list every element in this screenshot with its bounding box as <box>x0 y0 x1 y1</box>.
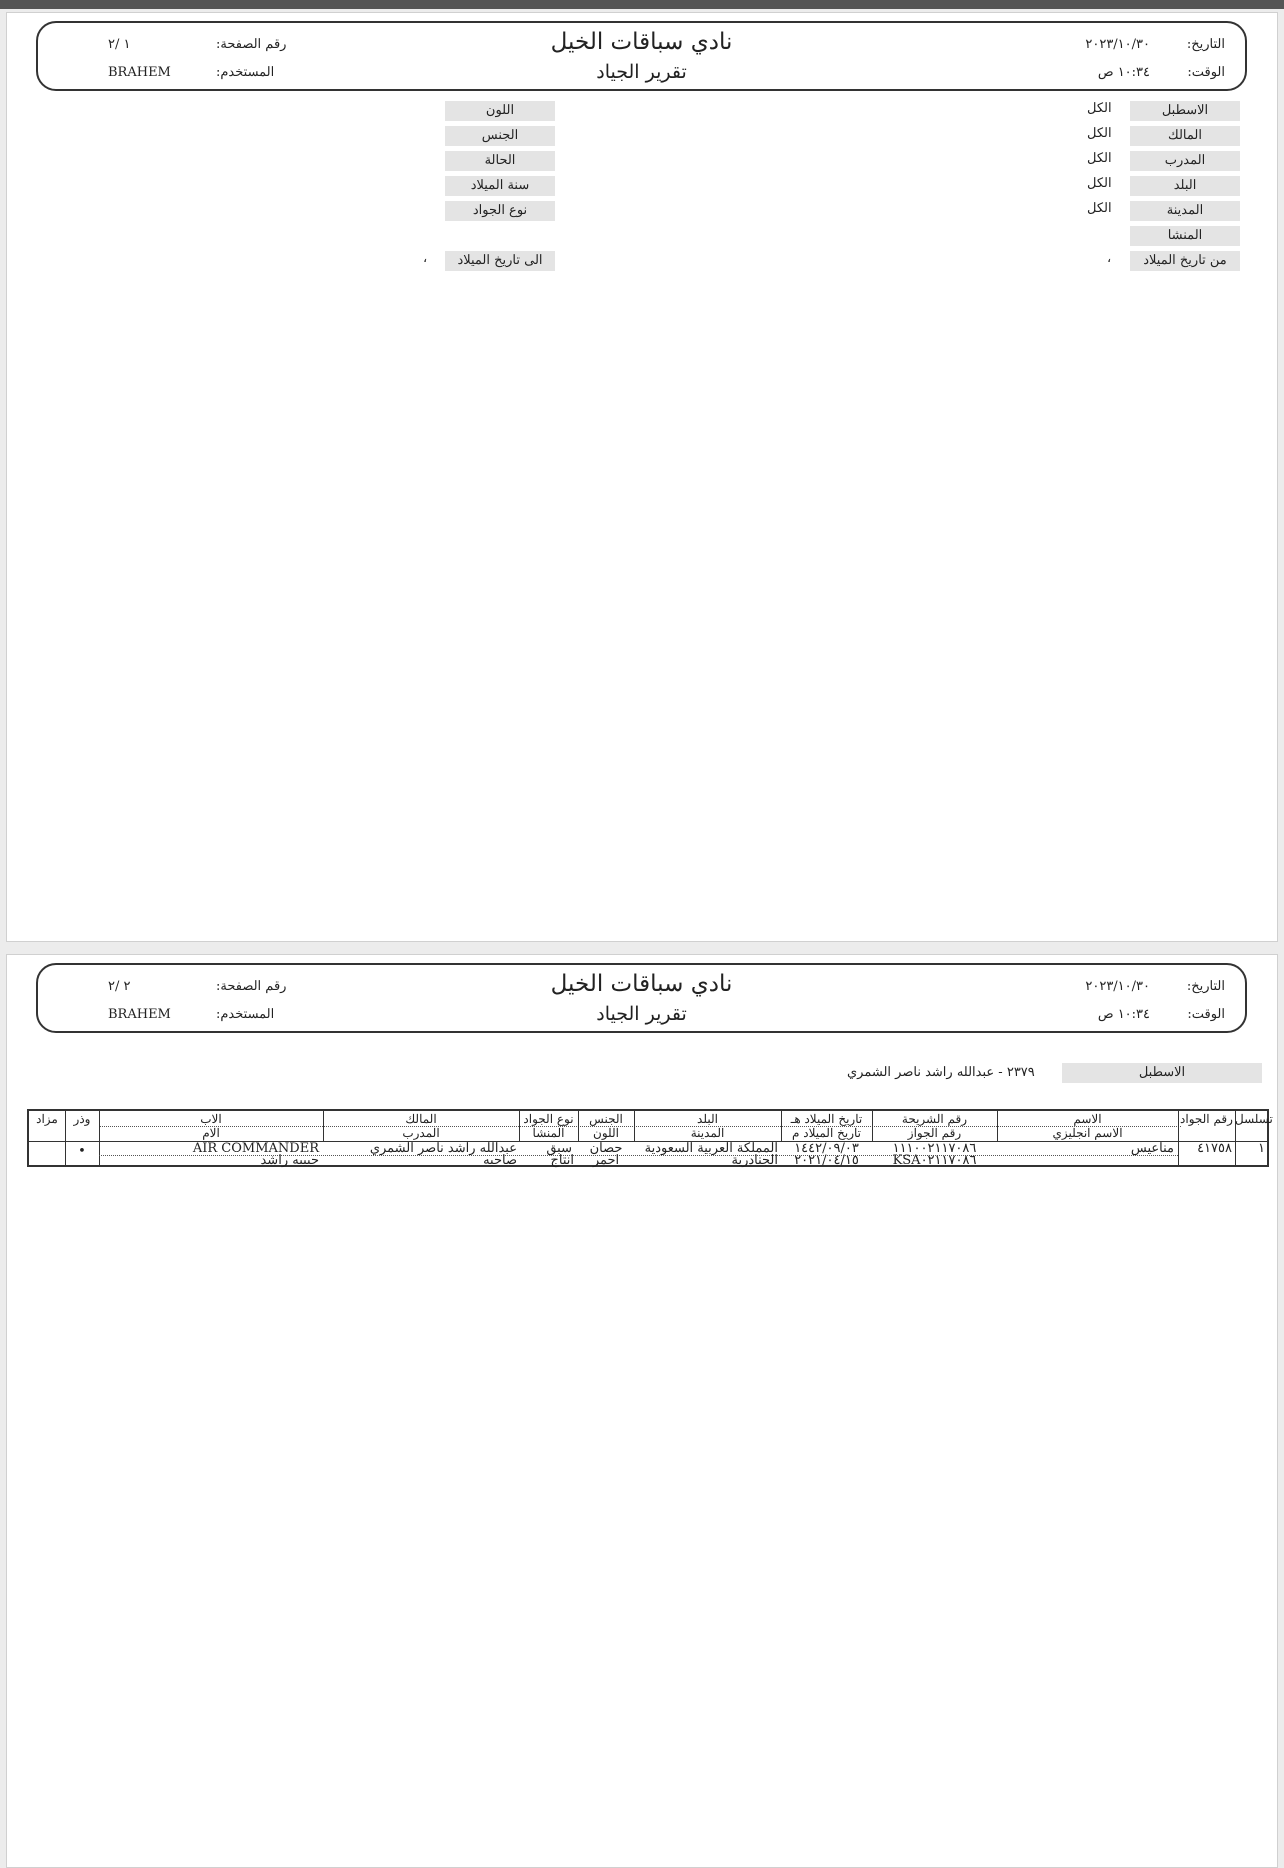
page-header <box>36 21 1247 91</box>
filter-stable-label: الاسطبل <box>1130 101 1240 121</box>
user-label: المستخدم: <box>216 1007 275 1022</box>
table-header-row-2 <box>29 1126 1267 1141</box>
col-dob-g: تاريخ الميلاد م <box>792 1126 861 1140</box>
header-divider <box>99 1126 1181 1127</box>
filter-country-value: الكل <box>1087 176 1112 191</box>
top-bar <box>0 0 1284 9</box>
filter-dob-to-value: ، <box>423 251 428 266</box>
col-name-en: الاسم انجليزي <box>1052 1126 1123 1140</box>
grid-line <box>578 1111 579 1141</box>
stable-label: الاسطبل <box>1062 1063 1262 1083</box>
filter-city-label: المدينة <box>1130 201 1240 221</box>
col-dam: الام <box>202 1126 220 1140</box>
cell-name: مناعيس <box>1130 1141 1174 1156</box>
time-value: ١٠:٣٤ ص <box>1097 1007 1150 1022</box>
filter-dob-to-label: الى تاريخ الميلاد <box>445 251 555 271</box>
cell-sire: AIR COMMANDER <box>192 1141 319 1156</box>
time-value: ١٠:٣٤ ص <box>1097 65 1150 80</box>
user-label: المستخدم: <box>216 65 275 80</box>
col-chip: رقم الشريحة <box>901 1112 968 1126</box>
page-number-label: رقم الصفحة: <box>216 979 287 994</box>
cell-dob-h: ١٤٤٢/٠٩/٠٣ <box>794 1141 859 1156</box>
date-value: ٢٠٢٣/١٠/٣٠ <box>1085 37 1150 52</box>
col-city: المدينة <box>690 1126 725 1140</box>
filter-stable-value: الكل <box>1087 101 1112 116</box>
report-title: تقرير الجياد <box>596 61 687 83</box>
user-value: BRAHEM <box>108 65 171 80</box>
cell-country: المملكة العربية السعودية <box>644 1141 778 1156</box>
page-header <box>36 963 1247 1033</box>
club-name: نادي سباقات الخيل <box>550 29 733 55</box>
filter-owner-label: المالك <box>1130 126 1240 146</box>
grid-line <box>997 1111 998 1141</box>
col-seq: تسلسل <box>1235 1112 1273 1126</box>
filter-trainer-label: المدرب <box>1130 151 1240 171</box>
cell-chip: ١١١٠٠٢١١٧٠٨٦ <box>892 1141 977 1156</box>
cell-passport: KSA٠٢١١٧٠٨٦ <box>892 1153 977 1168</box>
stable-value: ٢٣٧٩ - عبدالله راشد ناصر الشمري <box>847 1065 1035 1080</box>
cell-dam: حبيبه راشد <box>260 1153 319 1168</box>
cell-sex: حصان <box>589 1141 623 1156</box>
grid-line <box>519 1111 520 1141</box>
filter-color-label: اللون <box>445 101 555 121</box>
date-label: التاريخ: <box>1186 37 1225 52</box>
col-origin: المنشا <box>532 1126 565 1140</box>
col-passport: رقم الجواز <box>907 1126 962 1140</box>
filter-dob-from-value: ، <box>1107 251 1112 266</box>
cell-horse-no: ٤١٧٥٨ <box>1197 1141 1232 1156</box>
col-horse-no: رقم الجواد <box>1180 1112 1233 1126</box>
col-trainer: المدرب <box>402 1126 440 1140</box>
date-label: التاريخ: <box>1186 979 1225 994</box>
filter-status-label: الحالة <box>445 151 555 171</box>
filter-owner-value: الكل <box>1087 126 1112 141</box>
grid-line <box>634 1111 635 1141</box>
col-wathar: وذر <box>73 1112 91 1126</box>
report-title: تقرير الجياد <box>596 1003 687 1025</box>
page-number-value: ٢ /٢ <box>108 979 131 994</box>
page-number-label: رقم الصفحة: <box>216 37 287 52</box>
filter-horse-type-label: نوع الجواد <box>445 201 555 221</box>
cell-wathar: • <box>78 1144 86 1159</box>
filter-city-value: الكل <box>1087 201 1112 216</box>
filter-birth-year-label: سنة الميلاد <box>445 176 555 196</box>
col-name: الاسم <box>1073 1112 1102 1126</box>
col-dob-h: تاريخ الميلاد هـ <box>790 1112 863 1126</box>
club-name: نادي سباقات الخيل <box>550 971 733 997</box>
report-page-2 <box>6 954 1278 1868</box>
user-value: BRAHEM <box>108 1007 171 1022</box>
cell-type: سبق <box>546 1141 572 1156</box>
filter-trainer-value: الكل <box>1087 151 1112 166</box>
grid-line <box>872 1111 873 1141</box>
time-label: الوقت: <box>1187 1007 1225 1022</box>
filter-sex-label: الجنس <box>445 126 555 146</box>
horses-table <box>27 1109 1273 1168</box>
grid-line <box>323 1111 324 1141</box>
col-auction: مزاد <box>36 1112 58 1126</box>
table-row <box>29 1154 1267 1168</box>
time-label: الوقت: <box>1187 65 1225 80</box>
date-value: ٢٠٢٣/١٠/٣٠ <box>1085 979 1150 994</box>
col-sex: الجنس <box>589 1112 623 1126</box>
col-sire: الاب <box>200 1112 222 1126</box>
grid-line <box>781 1111 782 1141</box>
filter-dob-from-label: من تاريخ الميلاد <box>1130 251 1240 271</box>
table-header-row-1 <box>29 1112 1273 1127</box>
cell-owner: عبدالله راشد ناصر الشمري <box>369 1141 517 1156</box>
cell-seq: ١ <box>1258 1141 1265 1156</box>
cell-trainer: صاحبه <box>483 1153 517 1168</box>
col-color: اللون <box>593 1126 619 1140</box>
cell-origin: انتاج <box>550 1153 574 1168</box>
report-page-1 <box>6 12 1278 942</box>
col-horse-type: نوع الجواد <box>523 1112 574 1126</box>
cell-color: احمر <box>592 1153 620 1168</box>
cell-dob-g: ٢٠٢١/٠٤/١٥ <box>794 1153 859 1168</box>
filter-origin-label: المنشا <box>1130 226 1240 246</box>
col-country: البلد <box>697 1112 718 1126</box>
col-owner: المالك <box>405 1112 437 1126</box>
page-number-value: ١ /٢ <box>108 37 131 52</box>
cell-city: الجنادرية <box>731 1153 778 1168</box>
filter-country-label: البلد <box>1130 176 1240 196</box>
